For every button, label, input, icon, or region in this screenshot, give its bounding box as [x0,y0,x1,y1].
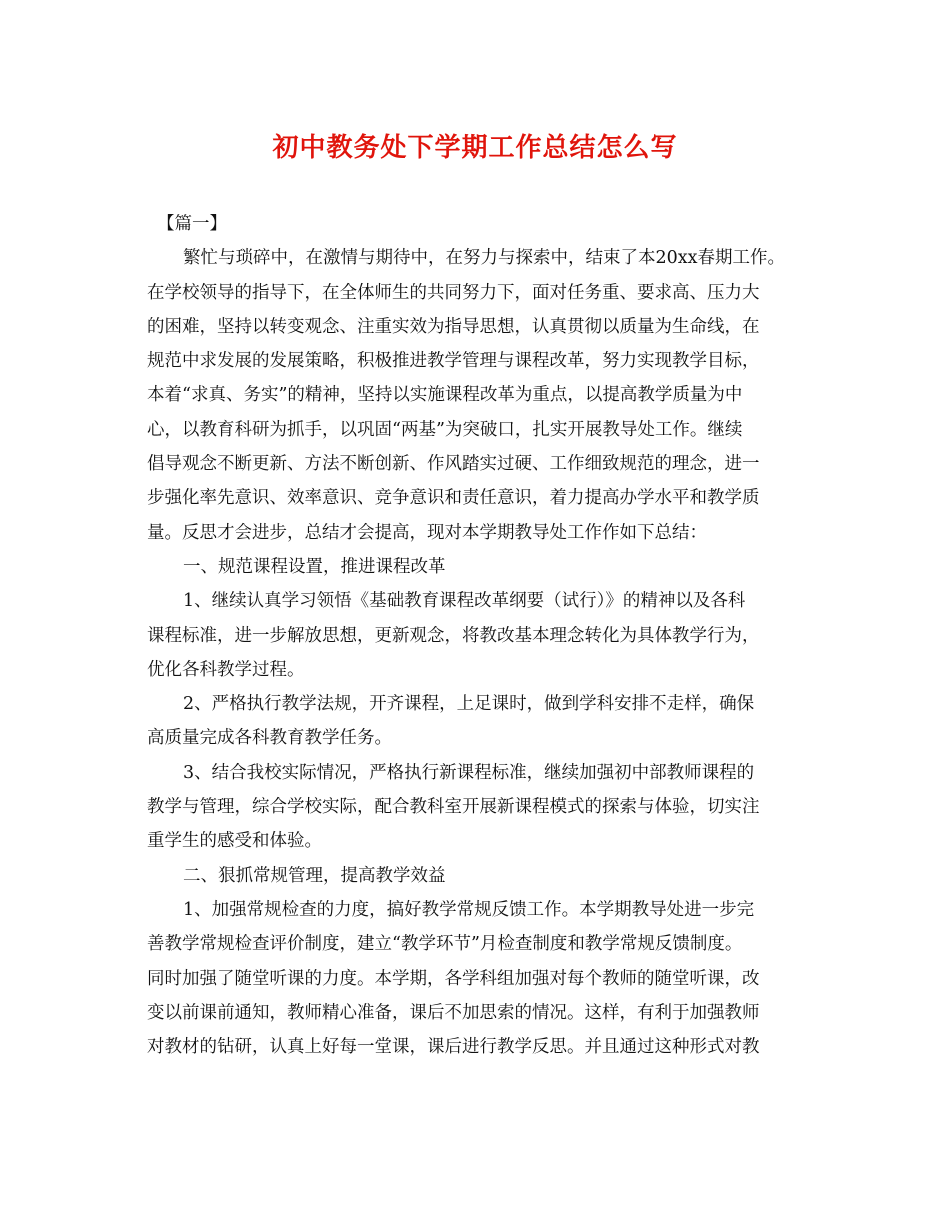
text-line: 在学校领导的指导下，在全体师生的共同努力下，面对任务重、要求高、压力大 [147,282,760,303]
text-line: 变以前课前通知，教师精心准备，课后不加思索的情况。这样，有利于加强教师 [147,1002,760,1023]
section-label: 【篇一】 [157,214,227,234]
document-body [147,207,847,1064]
text-line: 1、加强常规检查的力度，搞好教学常规反馈工作。本学期教导处进一步完 [183,899,755,920]
text-line: 同时加强了随堂听课的力度。本学期，各学科组加强对每个教师的随堂听课，改 [147,968,760,989]
text-line: 优化各科教学过程。 [147,659,305,680]
text-line: 步强化率先意识、效率意识、竞争意识和责任意识，着力提高办学水平和教学质 [147,488,760,509]
text-line: 繁忙与琐碎中，在激情与期待中，在努力与探索中，结束了本20xx春期工作。 [183,248,786,269]
text-line: 倡导观念不断更新、方法不断创新、作风踏实过硬、工作细致规范的理念，进一 [147,454,760,475]
text-line: 1、继续认真学习领悟《基础教育课程改革纲要（试行）》的精神以及各科 [183,591,746,612]
text-line: 3、结合我校实际情况，严格执行新课程标准，继续加强初中部教师课程的 [183,762,755,783]
text-line: 二、狠抓常规管理，提高教学效益 [183,865,446,886]
text-line: 本着“求真、务实”的精神，坚持以实施课程改革为重点，以提高教学质量为中 [147,385,743,406]
text-line: 课程标准，进一步解放思想，更新观念，将教改基本理念转化为具体教学行为， [147,625,760,646]
text-line: 善教学常规检查评价制度，建立“教学环节”月检查制度和教学常规反馈制度。 [147,934,743,955]
text-line: 量。反思才会进步，总结才会提高，现对本学期教导处工作作如下总结： [147,522,707,543]
text-line: 2、严格执行教学法规，开齐课程，上足课时，做到学科安排不走样，确保 [183,694,755,715]
text-line: 教学与管理，综合学校实际，配合教科室开展新课程模式的探索与体验，切实注 [147,797,760,818]
text-line: 一、规范课程设置，推进课程改革 [183,556,446,577]
document-title: 初中教务处下学期工作总结怎么写 [272,133,678,163]
text-line: 的困难，坚持以转变观念、注重实效为指导思想，认真贯彻以质量为生命线，在 [147,316,760,337]
text-line: 对教材的钻研，认真上好每一堂课，课后进行教学反思。并且通过这种形式对教 [147,1037,760,1058]
text-line: 高质量完成各科教育教学任务。 [147,728,392,749]
text-line: 心，以教育科研为抓手，以巩固“两基”为突破口，扎实开展教导处工作。继续 [147,419,743,440]
text-line: 规范中求发展的发展策略，积极推进教学管理与课程改革，努力实现教学目标， [147,351,760,372]
text-line: 重学生的感受和体验。 [147,831,322,852]
